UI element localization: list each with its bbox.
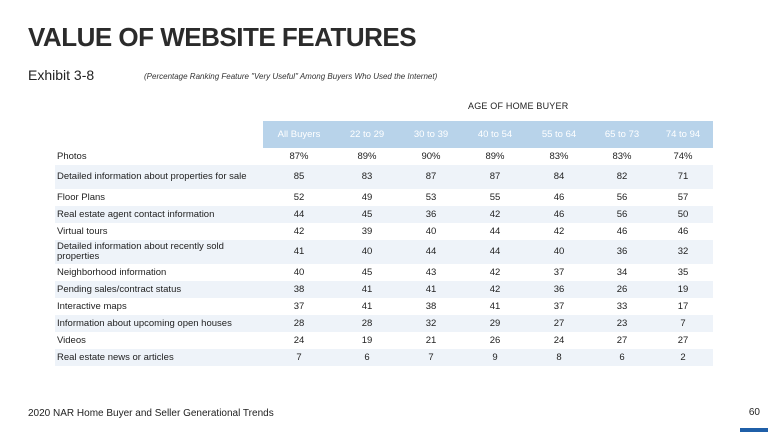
table-cell: 83%	[549, 150, 569, 162]
table-row	[55, 298, 713, 315]
column-header: All Buyers	[263, 121, 335, 148]
table-row	[55, 315, 713, 332]
table-cell: 19	[653, 281, 713, 298]
table-cell: 46	[553, 191, 565, 203]
table-cell: 41	[263, 240, 335, 264]
row-label: Photos	[57, 150, 87, 162]
table-row	[55, 148, 713, 165]
column-header: 30 to 39	[399, 121, 463, 148]
table-cell: 45	[335, 206, 399, 223]
exhibit-subtitle: (Percentage Ranking Feature "Very Useful" Among Buyers Who Used the Internet)	[144, 72, 438, 81]
table-cell: 36	[591, 240, 653, 264]
table-cell: 42	[463, 206, 527, 223]
age-group-header: AGE OF HOME BUYER	[468, 101, 569, 111]
features-table	[55, 121, 713, 366]
table-cell: 83%	[612, 150, 632, 162]
table-cell: 33	[616, 300, 628, 312]
column-header: 22 to 29	[335, 121, 399, 148]
table-cell: 50	[653, 206, 713, 223]
table-cell: 89%	[485, 150, 505, 162]
table-cell: 41	[489, 300, 501, 312]
table-cell: 45	[361, 266, 373, 278]
table-cell: 2	[653, 349, 713, 366]
table-cell: 28	[263, 315, 335, 332]
table-cell: 42	[553, 225, 565, 237]
table-cell: 42	[293, 225, 305, 237]
row-label: Real estate agent contact information	[55, 206, 263, 223]
page-number: 60	[748, 407, 760, 418]
table-cell: 34	[616, 266, 628, 278]
table-row	[55, 281, 713, 298]
table-cell: 56	[591, 206, 653, 223]
table-cell: 6	[591, 349, 653, 366]
footer-source: 2020 NAR Home Buyer and Seller Generational Trends	[28, 408, 274, 419]
table-cell: 74%	[673, 150, 693, 162]
page-title: VALUE OF WEBSITE FEATURES	[28, 22, 417, 52]
table-cell: 44	[263, 206, 335, 223]
row-label: Virtual tours	[57, 225, 108, 237]
table-cell: 28	[335, 315, 399, 332]
table-cell: 29	[463, 315, 527, 332]
table-cell: 40	[425, 225, 437, 237]
table-cell: 36	[527, 281, 591, 298]
header-blank-cell	[55, 121, 263, 148]
table-cell: 40	[293, 266, 305, 278]
column-header: 65 to 73	[591, 121, 653, 148]
table-cell: 42	[463, 281, 527, 298]
table-cell: 83	[335, 165, 399, 189]
table-cell: 39	[361, 225, 373, 237]
table-cell: 53	[425, 191, 437, 203]
table-cell: 19	[361, 334, 373, 346]
row-label: Information about upcoming open houses	[55, 315, 263, 332]
table-cell: 7	[263, 349, 335, 366]
table-cell: 71	[653, 165, 713, 189]
table-cell: 32	[653, 240, 713, 264]
table-cell: 37	[553, 300, 565, 312]
column-header: 40 to 54	[463, 121, 527, 148]
table-cell: 44	[463, 240, 527, 264]
table-cell: 27	[527, 315, 591, 332]
table-cell: 85	[263, 165, 335, 189]
table-cell: 41	[335, 281, 399, 298]
table-cell: 23	[591, 315, 653, 332]
table-cell: 26	[489, 334, 501, 346]
table-cell: 52	[293, 191, 305, 203]
table-cell: 27	[677, 334, 689, 346]
table-cell: 57	[677, 191, 689, 203]
table-cell: 40	[335, 240, 399, 264]
table-cell: 7	[399, 349, 463, 366]
table-cell: 26	[591, 281, 653, 298]
table-cell: 44	[399, 240, 463, 264]
row-label: Pending sales/contract status	[55, 281, 263, 298]
table-cell: 41	[399, 281, 463, 298]
table-cell: 56	[616, 191, 628, 203]
table-row	[55, 165, 713, 189]
table-cell: 42	[489, 266, 501, 278]
table-cell: 6	[335, 349, 399, 366]
table-cell: 37	[553, 266, 565, 278]
table-cell: 49	[361, 191, 373, 203]
table-cell: 17	[677, 300, 689, 312]
table-cell: 90%	[421, 150, 441, 162]
table-cell: 36	[399, 206, 463, 223]
table-cell: 38	[425, 300, 437, 312]
table-cell: 82	[591, 165, 653, 189]
row-label: Floor Plans	[57, 191, 106, 203]
table-cell: 46	[677, 225, 689, 237]
row-label: Neighborhood information	[57, 266, 167, 278]
table-body	[55, 148, 713, 366]
table-cell: 32	[399, 315, 463, 332]
row-label: Real estate news or articles	[55, 349, 263, 366]
table-cell: 84	[527, 165, 591, 189]
table-cell: 89%	[357, 150, 377, 162]
table-cell: 21	[425, 334, 437, 346]
table-row	[55, 189, 713, 206]
table-row	[55, 332, 713, 349]
table-cell: 87%	[289, 150, 309, 162]
table-row	[55, 240, 713, 264]
exhibit-label: Exhibit 3-8	[28, 67, 95, 83]
table-cell: 37	[293, 300, 305, 312]
table-cell: 35	[677, 266, 689, 278]
table-cell: 55	[489, 191, 501, 203]
table-cell: 27	[616, 334, 628, 346]
table-row	[55, 264, 713, 281]
column-header: 55 to 64	[527, 121, 591, 148]
row-label: Videos	[57, 334, 86, 346]
column-header: 74 to 94	[653, 121, 713, 148]
table-cell: 87	[463, 165, 527, 189]
table-cell: 44	[489, 225, 501, 237]
table-cell: 87	[399, 165, 463, 189]
table-cell: 7	[653, 315, 713, 332]
row-label: Detailed information about recently sold properties	[55, 240, 263, 264]
table-cell: 41	[361, 300, 373, 312]
table-cell: 24	[293, 334, 305, 346]
table-row	[55, 206, 713, 223]
table-cell: 8	[527, 349, 591, 366]
table-cell: 43	[425, 266, 437, 278]
table-cell: 24	[553, 334, 565, 346]
table-cell: 9	[463, 349, 527, 366]
table-cell: 46	[616, 225, 628, 237]
table-row	[55, 223, 713, 240]
table-header-row	[55, 121, 713, 148]
corner-accent-bar	[740, 428, 768, 432]
row-label: Detailed information about properties for sale	[55, 165, 263, 189]
table-cell: 46	[527, 206, 591, 223]
table-cell: 40	[527, 240, 591, 264]
table-row	[55, 349, 713, 366]
row-label: Interactive maps	[57, 300, 127, 312]
table-cell: 38	[263, 281, 335, 298]
